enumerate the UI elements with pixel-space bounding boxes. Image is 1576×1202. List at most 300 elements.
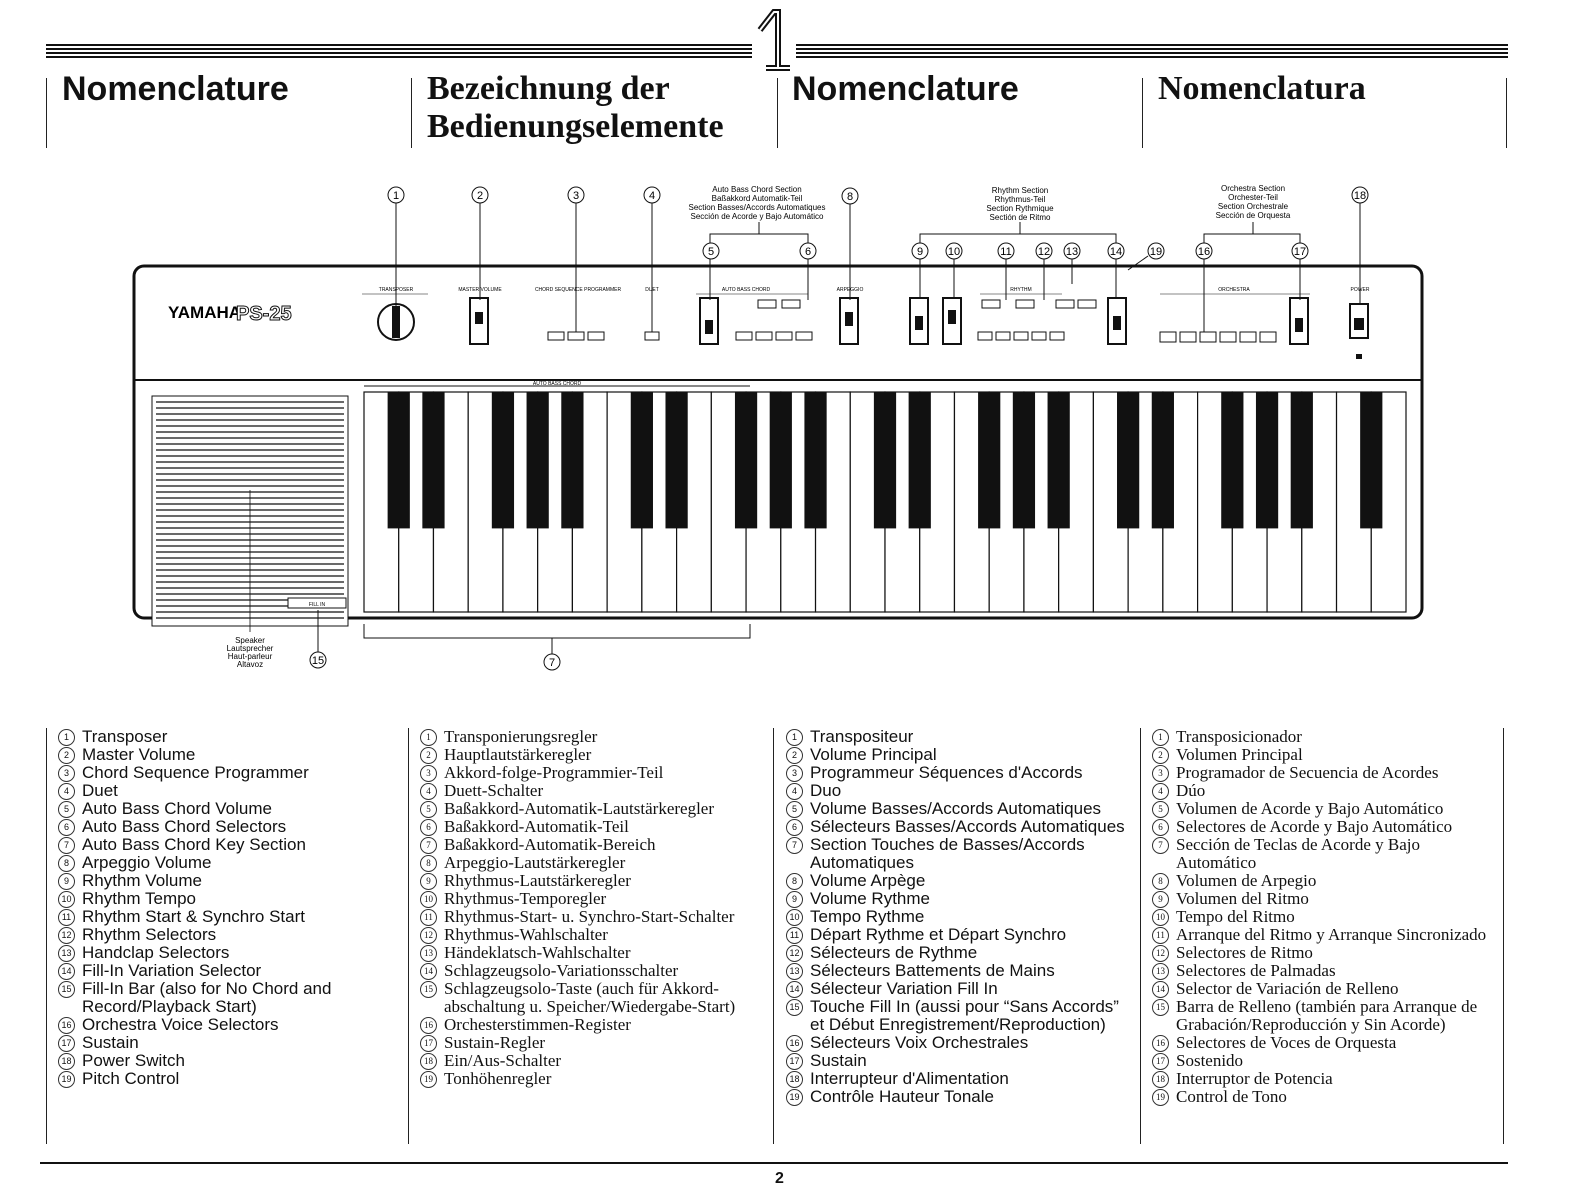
item-label: Dúo [1176,781,1206,800]
item-label: Selector de Variación de Relleno [1176,979,1399,998]
item-number: 18 [58,1053,75,1070]
svg-text:Section Rythmique: Section Rythmique [986,204,1054,213]
item-label: Sélecteurs de Rythme [810,943,978,962]
item-label: Sélecteurs Battements de Mains [810,961,1055,980]
black-key [1291,392,1313,528]
item-label: Sélecteurs Basses/Accords Automatiques [810,817,1125,836]
model-logo: PS-25 [236,303,292,325]
list-item [58,818,398,836]
item-label: Control de Tono [1176,1087,1287,1106]
item-number: 2 [786,747,803,764]
black-key [492,392,514,528]
item-label: Schlagzeugsolo-Taste (auch für Akkord-abschaltung u. Speicher/Wiedergabe-Start) [444,979,736,1016]
list-item [786,980,1132,998]
list-item [420,926,764,944]
list-item [420,782,764,800]
col-rule [1503,728,1504,1144]
item-number: 14 [58,963,75,980]
heading-fr: Nomenclature [792,70,1019,108]
callout-number: 18 [1353,190,1367,202]
item-number: 2 [1152,747,1169,764]
item-label: Sostenido [1176,1051,1244,1070]
svg-text:Orchestra Section: Orchestra Section [1220,184,1286,193]
item-label: Tonhöhenregler [444,1069,552,1088]
list-item [420,944,764,962]
item-number: 3 [1152,765,1169,782]
svg-text:Rhythmus-Teil: Rhythmus-Teil [994,195,1046,204]
item-label: Schlagzeugsolo-Variationsschalter [444,961,679,980]
list-item [420,764,764,782]
item-label: Sustain [810,1051,867,1070]
svg-text:POWER: POWER [1350,287,1370,293]
item-label: Rhythmus-Lautstärkeregler [444,871,631,890]
callout-number: 16 [1197,246,1211,258]
item-label: Baßakkord-Automatik-Lautstärkeregler [444,799,715,818]
item-label: Volume Rythme [810,889,930,908]
list-item [786,890,1132,908]
list-item [1152,1088,1498,1106]
item-label: Orchestra Voice Selectors [82,1015,279,1034]
list-es [1152,728,1498,1106]
callout-number: 1 [392,190,400,202]
list-item [1152,872,1498,890]
list-item [58,836,398,854]
item-label: Fill-In Variation Selector [82,961,262,980]
item-number: 13 [58,945,75,962]
callout-number: 19 [1149,246,1163,258]
item-number: 11 [1152,927,1169,944]
item-label: Duet [82,781,118,800]
callout-number: 5 [707,246,715,258]
item-label: Volume Basses/Accords Automatiques [810,799,1102,818]
list-item [786,908,1132,926]
item-number: 3 [58,765,75,782]
callout-number: 17 [1293,246,1307,258]
item-number: 15 [420,981,437,998]
item-number: 7 [58,837,75,854]
item-label: Fill-In Bar (also for No Chord and Record/Playback Start) [82,979,332,1016]
item-label: Tempo Rythme [810,907,925,926]
list-item [786,962,1132,980]
item-label: Transposicionador [1176,727,1302,746]
duet-button [645,332,659,340]
item-number: 17 [786,1053,803,1070]
item-number: 13 [420,945,437,962]
svg-text:Baßakkord Automatik-Teil: Baßakkord Automatik-Teil [711,194,803,203]
callout-number: 3 [572,190,580,202]
item-label: Auto Bass Chord Key Section [82,835,306,854]
item-number: 6 [420,819,437,836]
list-item [58,1034,398,1052]
list-item [58,746,398,764]
list-item [786,746,1132,764]
list-item [786,728,1132,746]
chapter-number: 1 [774,46,775,47]
item-number: 5 [786,801,803,818]
list-item [786,1070,1132,1088]
list-item [58,890,398,908]
svg-text:MASTER VOLUME: MASTER VOLUME [458,287,502,293]
list-item [58,926,398,944]
item-label: Rhythm Selectors [82,925,217,944]
list-item [420,1052,764,1070]
item-number: 16 [58,1017,75,1034]
item-label: Volume Principal [810,745,937,764]
item-label: Handclap Selectors [82,943,230,962]
svg-text:Orchester-Teil: Orchester-Teil [1228,193,1278,202]
item-label: Volumen Principal [1176,745,1303,764]
item-label: Touche Fill In (aussi pour “Sans Accords” et Début Enregistrement/Reproduction) [810,997,1119,1034]
item-number: 2 [58,747,75,764]
item-number: 10 [420,891,437,908]
list-item [420,728,764,746]
list-de [420,728,764,1088]
svg-text:Haut-parleur: Haut-parleur [227,652,273,661]
callout-number: 7 [548,657,556,669]
list-item [420,890,764,908]
callout-number: 10 [947,246,961,258]
brand-logo: YAMAHA [168,303,242,322]
abc-section-label [689,185,826,221]
item-number: 13 [1152,963,1169,980]
list-item [58,1016,398,1034]
list-fr [786,728,1132,1106]
svg-text:DUET: DUET [645,287,659,293]
black-key [422,392,444,528]
item-label: Rhythmus-Wahlschalter [444,925,608,944]
list-item [58,962,398,980]
item-number: 5 [420,801,437,818]
list-item [420,962,764,980]
heading-en: Nomenclature [62,70,289,108]
list-item [1152,728,1498,746]
item-number: 15 [58,981,75,998]
item-label: Hauptlautstärkeregler [444,745,592,764]
svg-text:Section Basses/Accords Automat: Section Basses/Accords Automatiques [688,203,826,212]
list-item [1152,818,1498,836]
list-item [58,728,398,746]
item-label: Programmeur Séquences d'Accords [810,763,1083,782]
item-label: Rhythmus-Temporegler [444,889,607,908]
item-number: 4 [786,783,803,800]
item-number: 12 [420,927,437,944]
svg-text:CHORD SEQUENCE PROGRAMMER: CHORD SEQUENCE PROGRAMMER [534,287,622,293]
item-label: Contrôle Hauteur Tonale [810,1087,994,1106]
list-item [786,1034,1132,1052]
svg-text:ORCHESTRA: ORCHESTRA [1218,287,1250,293]
svg-text:Section Orchestrale: Section Orchestrale [1217,202,1289,211]
item-label: Sustain-Regler [444,1033,546,1052]
item-label: Barra de Relleno (también para Arranque de Grabación/Reproducción y Sin Acorde) [1176,997,1478,1034]
item-number: 2 [420,747,437,764]
item-label: Transponierungsregler [444,727,598,746]
list-item [420,980,764,1016]
callout-number: 8 [846,191,854,203]
item-number: 12 [1152,945,1169,962]
black-key [1221,392,1243,528]
list-item [786,836,1132,872]
black-key [561,392,583,528]
item-label: Rhythmus-Start- u. Synchro-Start-Schalter [444,907,735,926]
item-label: Duett-Schalter [444,781,544,800]
item-number: 4 [1152,783,1169,800]
black-key [1013,392,1035,528]
item-number: 17 [58,1035,75,1052]
item-number: 7 [1152,837,1169,854]
item-label: Tempo del Ritmo [1176,907,1295,926]
item-number: 9 [58,873,75,890]
list-item [420,1070,764,1088]
item-number: 9 [1152,891,1169,908]
item-number: 17 [420,1035,437,1052]
item-number: 7 [786,837,803,854]
item-number: 9 [420,873,437,890]
item-number: 10 [58,891,75,908]
item-number: 8 [786,873,803,890]
item-label: Sección de Teclas de Acorde y Bajo Automático [1176,835,1420,872]
list-item [420,908,764,926]
black-key [1048,392,1070,528]
item-label: Volume Arpège [810,871,926,890]
footer-rule [40,1162,1508,1164]
list-item [1152,980,1498,998]
list-item [1152,1052,1498,1070]
svg-text:ARPEGGIO: ARPEGGIO [836,287,864,293]
list-item [420,1034,764,1052]
list-item [420,800,764,818]
item-label: Volumen de Acorde y Bajo Automático [1176,799,1444,818]
item-number: 4 [58,783,75,800]
item-label: Pitch Control [82,1069,180,1088]
item-number: 9 [786,891,803,908]
list-item [58,800,398,818]
item-number: 5 [1152,801,1169,818]
orchestra-section-label [1216,184,1291,220]
item-label: Sustain [82,1033,139,1052]
list-item [58,782,398,800]
item-number: 4 [420,783,437,800]
item-number: 6 [786,819,803,836]
list-item [1152,890,1498,908]
svg-text:Sección de Acorde y Bajo Autom: Sección de Acorde y Bajo Automático [690,212,824,221]
list-item [1152,1070,1498,1088]
list-item [58,980,398,1016]
item-number: 19 [58,1071,75,1088]
svg-text:Lautsprecher: Lautsprecher [226,644,274,653]
item-number: 6 [1152,819,1169,836]
item-number: 18 [786,1071,803,1088]
callout-number: 2 [476,190,484,202]
item-number: 3 [786,765,803,782]
callout-number: 4 [648,190,656,202]
black-key [978,392,1000,528]
list-item [58,764,398,782]
black-key [1360,392,1382,528]
item-number: 14 [1152,981,1169,998]
item-label: Selectores de Acorde y Bajo Automático [1176,817,1453,836]
item-number: 8 [420,855,437,872]
item-label: Duo [810,781,842,800]
list-item [420,836,764,854]
item-number: 19 [786,1089,803,1106]
black-key [665,392,687,528]
item-label: Chord Sequence Programmer [82,763,309,782]
black-key [804,392,826,528]
svg-text:Auto Bass Chord Section: Auto Bass Chord Section [712,185,802,194]
list-item [786,872,1132,890]
list-item [58,944,398,962]
keyboard-keys [364,392,1406,612]
list-item [1152,1034,1498,1052]
page-number: 2 [775,1170,784,1187]
list-item [420,1016,764,1034]
item-label: Orchesterstimmen-Register [444,1015,631,1034]
item-label: Sélecteurs Voix Orchestrales [810,1033,1029,1052]
rhythm-section-label [986,186,1054,222]
item-label: Baßakkord-Automatik-Bereich [444,835,656,854]
item-label: Sélecteur Variation Fill In [810,979,998,998]
item-label: Selectores de Palmadas [1176,961,1336,980]
list-item [420,818,764,836]
item-label: Volumen de Arpegio [1176,871,1317,890]
list-item [1152,782,1498,800]
heading-de: Bezeichnung der Bedienungselemente [427,70,724,145]
item-label: Section Touches de Basses/Accords Automatiques [810,835,1085,872]
callout-number: 6 [804,246,812,258]
list-item [1152,746,1498,764]
svg-text:Speaker: Speaker [235,636,265,645]
item-label: Transposer [82,727,168,746]
svg-text:AUTO BASS CHORD: AUTO BASS CHORD [721,287,771,293]
callout-number: 13 [1065,246,1079,258]
item-label: Selectores de Ritmo [1176,943,1313,962]
svg-text:RHYTHM: RHYTHM [1010,287,1032,293]
item-label: Départ Rythme et Départ Synchro [810,925,1067,944]
item-number: 5 [58,801,75,818]
svg-text:AUTO BASS CHORD: AUTO BASS CHORD [532,381,582,387]
svg-text:TRANSPOSER: TRANSPOSER [378,287,414,293]
svg-text:Rhythm Section: Rhythm Section [991,186,1049,195]
item-label: Ein/Aus-Schalter [444,1051,562,1070]
item-label: Selectores de Voces de Orquesta [1176,1033,1397,1052]
callout-number: 15 [311,655,325,667]
item-number: 16 [1152,1035,1169,1052]
item-number: 11 [420,909,437,926]
item-number: 14 [420,963,437,980]
item-label: Transpositeur [810,727,914,746]
item-number: 10 [1152,909,1169,926]
item-number: 1 [1152,729,1169,746]
col-rule [1140,728,1141,1144]
black-key [631,392,653,528]
item-number: 8 [1152,873,1169,890]
item-label: Arranque del Ritmo y Arranque Sincronizado [1176,925,1487,944]
svg-text:Sección de Orquesta: Sección de Orquesta [1215,211,1291,220]
item-number: 17 [1152,1053,1169,1070]
speaker-label [227,636,274,669]
item-label: Rhythm Start & Synchro Start [82,907,305,926]
item-label: Händeklatsch-Wahlschalter [444,943,631,962]
svg-text:Sectión de Ritmo: Sectión de Ritmo [989,213,1051,222]
list-item [786,764,1132,782]
item-number: 1 [58,729,75,746]
item-number: 10 [786,909,803,926]
list-item [58,1070,398,1088]
list-item [786,1052,1132,1070]
item-label: Interrupteur d'Alimentation [810,1069,1009,1088]
list-item [1152,926,1498,944]
item-number: 7 [420,837,437,854]
list-item [1152,944,1498,962]
item-number: 19 [420,1071,437,1088]
item-label: Auto Bass Chord Volume [82,799,272,818]
callout-number: 14 [1109,246,1123,258]
item-label: Rhythm Volume [82,871,202,890]
list-item [786,998,1132,1034]
black-key [1256,392,1278,528]
list-item [786,818,1132,836]
black-key [527,392,549,528]
list-item [1152,908,1498,926]
svg-text:FILL IN: FILL IN [308,602,326,608]
item-number: 18 [1152,1071,1169,1088]
list-item [786,926,1132,944]
list-item [786,1088,1132,1106]
item-label: Volumen del Ritmo [1176,889,1309,908]
black-key [874,392,896,528]
list-item [420,872,764,890]
item-number: 19 [1152,1089,1169,1106]
list-item [420,854,764,872]
item-number: 12 [58,927,75,944]
col-rule [46,728,47,1144]
heading-es: Nomenclatura [1158,70,1366,107]
list-item [1152,764,1498,782]
list-item [786,800,1132,818]
item-label: Power Switch [82,1051,185,1070]
item-number: 11 [786,927,803,944]
black-key [909,392,931,528]
item-number: 8 [58,855,75,872]
list-item [1152,800,1498,818]
callout-number: 9 [916,246,924,258]
item-number: 15 [786,999,803,1016]
list-item [420,746,764,764]
list-item [786,782,1132,800]
item-number: 6 [58,819,75,836]
list-item [786,944,1132,962]
list-item [1152,998,1498,1034]
item-number: 16 [786,1035,803,1052]
item-number: 1 [786,729,803,746]
item-number: 13 [786,963,803,980]
item-label: Master Volume [82,745,196,764]
list-en [58,728,398,1088]
callout-number: 12 [1037,246,1051,258]
item-label: Arpeggio-Lautstärkeregler [444,853,626,872]
list-item [1152,962,1498,980]
item-number: 3 [420,765,437,782]
item-number: 18 [420,1053,437,1070]
black-key [1152,392,1174,528]
item-label: Rhythm Tempo [82,889,197,908]
list-item [58,1052,398,1070]
black-key [735,392,757,528]
col-rule [408,728,409,1144]
callout-number: 11 [1000,246,1012,258]
item-label: Auto Bass Chord Selectors [82,817,287,836]
svg-text:Altavoz: Altavoz [236,660,264,669]
